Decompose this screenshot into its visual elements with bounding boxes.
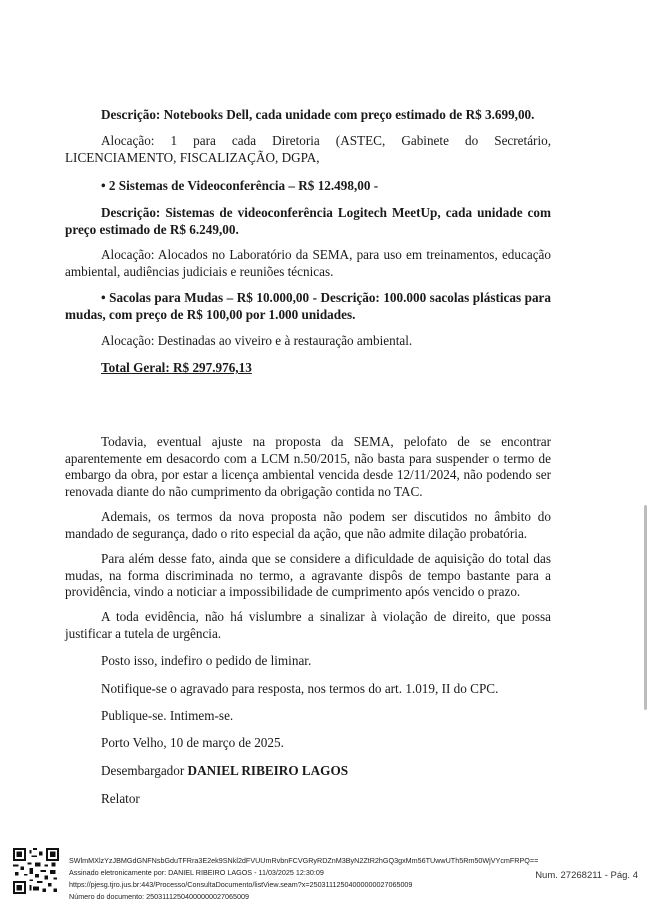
signature-role: Relator xyxy=(101,791,140,806)
item-description-videoconference: Descrição: Sistemas de videoconferência Logitech MeetUp, cada unidade com preço estimado de R$ 6.249,00. xyxy=(65,205,551,237)
footer-signed-by: Assinado eletronicamente por: DANIEL RIBEIRO LAGOS - 11/03/2025 12:30:09 xyxy=(69,868,324,877)
paragraph-decision: Posto isso, indefiro o pedido de liminar. xyxy=(101,653,312,668)
paragraph-notifique: Notifique-se o agravado para resposta, nos termos do art. 1.019, II do CPC. xyxy=(101,681,499,696)
paragraph-evidencia: A toda evidência, não há vislumbre a sinalizar à violação de direito, que possa justificar a tutela de urgência. xyxy=(65,609,551,641)
footer-document-number: Número do documento: 25031112504000000027065009 xyxy=(69,892,249,901)
signature-line xyxy=(101,763,348,779)
place-date: Porto Velho, 10 de março de 2025. xyxy=(101,735,284,750)
signature-name: DANIEL RIBEIRO LAGOS xyxy=(187,763,349,778)
paragraph-publique: Publique-se. Intimem-se. xyxy=(101,708,234,723)
footer-url[interactable]: https://pjesg.tjro.jus.br:443/Processo/ConsultaDocumento/listView.seam?x=25031112504000000027065009 xyxy=(69,880,413,889)
paragraph-todavia: Todavia, eventual ajuste na proposta da SEMA, pelofato de se encontrar aparentemente em desacordo com a LCM n.50/2015, não basta para suspender o termo de embargo da obra, por estar a licença ambiental vencida desde 12/11/2024, não podendo ser renovada diante do não cumprimento da obrigação contida no TAC. xyxy=(65,434,551,499)
signature-title: Desembargador xyxy=(101,763,188,778)
item-allocation-notebooks: Alocação: 1 para cada Diretoria (ASTEC, Gabinete do Secretário, LICENCIAMENTO, FISCALIZAÇÃO, DGPA, xyxy=(65,133,551,165)
scrollbar[interactable] xyxy=(644,505,647,710)
qr-code-icon xyxy=(13,848,59,894)
item-description-notebooks: Descrição: Notebooks Dell, cada unidade com preço estimado de R$ 3.699,00. xyxy=(101,107,535,122)
document-footer xyxy=(0,840,650,920)
item-allocation-seedling-bags: Alocação: Destinadas ao viveiro e à restauração ambiental. xyxy=(101,333,413,348)
paragraph-para-alem: Para além desse fato, ainda que se considere a dificuldade de aquisição do total das mudas, na forma discriminada no termo, a agravante dispôs de tempo bastante para a providência, vindo a noticiar a impossibilidade de cumprimento após vencido o prazo. xyxy=(65,551,551,599)
page-number: Num. 27268211 - Pág. 4 xyxy=(535,870,638,881)
item-videoconference: • 2 Sistemas de Videoconferência – R$ 12.498,00 - xyxy=(101,178,379,193)
item-allocation-videoconference: Alocação: Alocados no Laboratório da SEMA, para uso em treinamentos, educação ambiental, audiências judiciais e reuniões técnicas. xyxy=(65,247,551,279)
footer-hash: SWlmMXlzYzJBMGdGNFNsbGduTFRra3E2ek9SNkl2dFVUUmRvbnFCVGRyRDZnM3ByN2ZtR2hGQ3gxMm56TUwwUTh5Rm50WjVYcmFRPQ== xyxy=(69,856,539,865)
item-seedling-bags: • Sacolas para Mudas – R$ 10.000,00 - Descrição: 100.000 sacolas plásticas para mudas, com preço de R$ 100,00 por 1.000 unidades. xyxy=(65,290,551,322)
paragraph-ademais: Ademais, os termos da nova proposta não podem ser discutidos no âmbito do mandado de segurança, dado o rito especial da ação, que não admite dilação probatória. xyxy=(65,509,551,541)
total-amount: Total Geral: R$ 297.976,13 xyxy=(101,360,252,375)
